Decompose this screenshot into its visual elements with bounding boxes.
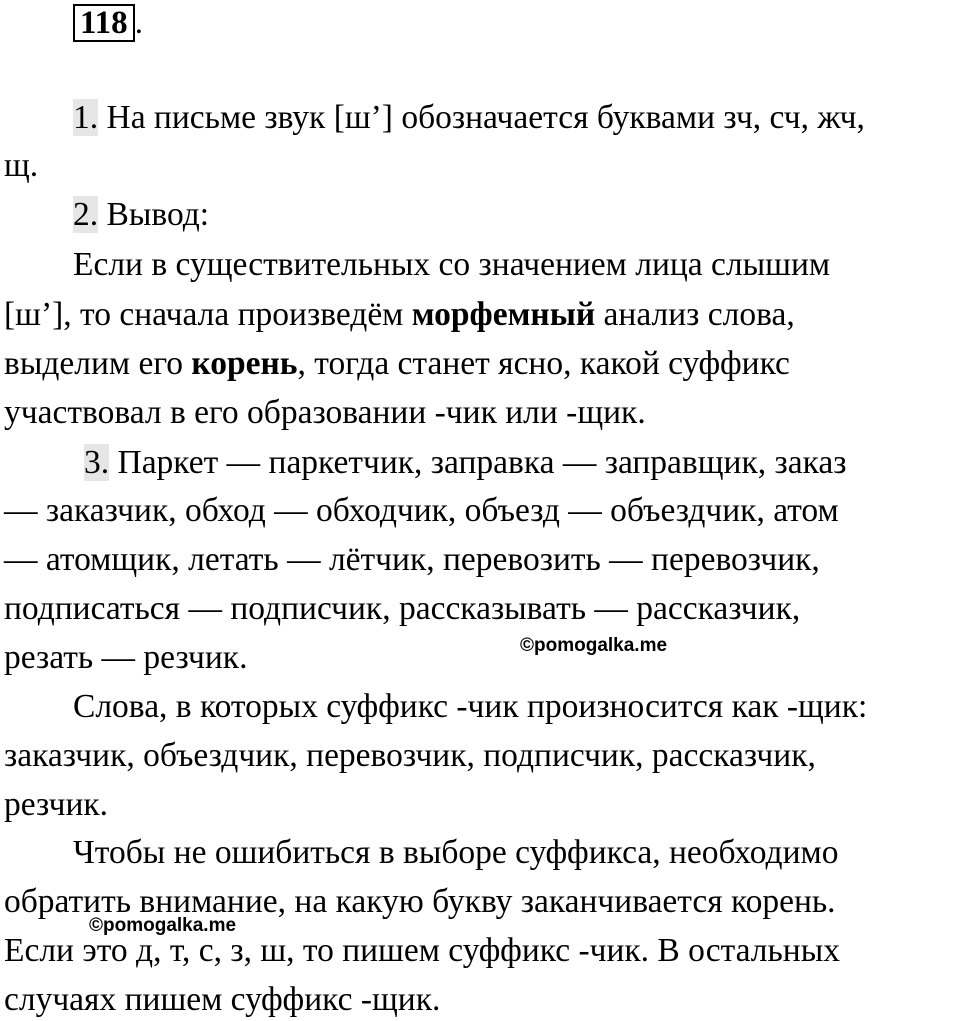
item2-line4: участвовал в его образовании -чик или -щик. bbox=[4, 394, 646, 431]
item1-number: 1. bbox=[73, 99, 99, 136]
item2-heading bbox=[73, 195, 209, 235]
item3-line1 bbox=[84, 443, 846, 483]
item2-line2-a: [ш’], то сначала произведём bbox=[4, 296, 412, 333]
watermark-1: ©pomogalka.me bbox=[520, 635, 668, 656]
item2-line3 bbox=[4, 344, 790, 384]
exercise-number-box: 118 bbox=[73, 4, 135, 42]
item1-text-1: На письме звук [ш’] обозначается буквами зч, сч, жч, bbox=[98, 99, 865, 136]
item2-bold-root: корень bbox=[191, 345, 298, 382]
item3-para3-line2: обратить внимание, на какую букву заканчивается корень. bbox=[4, 883, 836, 920]
item3-para3-line4: случаях пишем суффикс -щик. bbox=[4, 981, 441, 1018]
item2-line1: Если в существительных со значением лица слышим bbox=[73, 246, 831, 283]
item3-para2-line3: резчик. bbox=[4, 786, 109, 823]
item3-line4: подписаться — подписчик, рассказывать — рассказчик, bbox=[4, 590, 801, 627]
item1-line2: щ. bbox=[4, 147, 39, 184]
item3-text-1: Паркет — паркетчик, заправка — заправщик, заказ bbox=[109, 444, 847, 481]
item3-para2-line2: заказчик, объездчик, перевозчик, подписчик, рассказчик, bbox=[4, 737, 816, 774]
watermark-2: ©pomogalka.me bbox=[89, 915, 237, 936]
item3-number: 3. bbox=[84, 444, 110, 481]
item3-line2: — заказчик, обход — обходчик, объезд — объездчик, атом bbox=[4, 492, 839, 529]
item3-para2-line1: Слова, в которых суффикс -чик произносится как -щик: bbox=[73, 688, 868, 725]
item2-line2-c: анализ слова, bbox=[595, 296, 795, 333]
exercise-number bbox=[73, 4, 143, 42]
item2-line2 bbox=[4, 295, 795, 335]
item1-line1 bbox=[73, 98, 865, 138]
exercise-number-dot: . bbox=[134, 5, 143, 41]
item2-heading-text: Вывод: bbox=[98, 196, 210, 233]
item2-line3-c: , тогда станет ясно, какой суффикс bbox=[297, 345, 790, 382]
item2-number: 2. bbox=[73, 196, 99, 233]
item3-para3-line3: Если это д, т, с, з, ш, то пишем суффикс -чик. В остальных bbox=[4, 932, 840, 969]
item3-line3: — атомщик, летать — лётчик, перевозить — перевозчик, bbox=[4, 541, 820, 578]
item2-line3-a: выделим его bbox=[4, 345, 192, 382]
item3-line5: резать — резчик. bbox=[4, 639, 248, 676]
item2-bold-morphemic: морфемный bbox=[411, 296, 596, 333]
item3-para3-line1: Чтобы не ошибиться в выборе суффикса, необходимо bbox=[73, 834, 839, 871]
